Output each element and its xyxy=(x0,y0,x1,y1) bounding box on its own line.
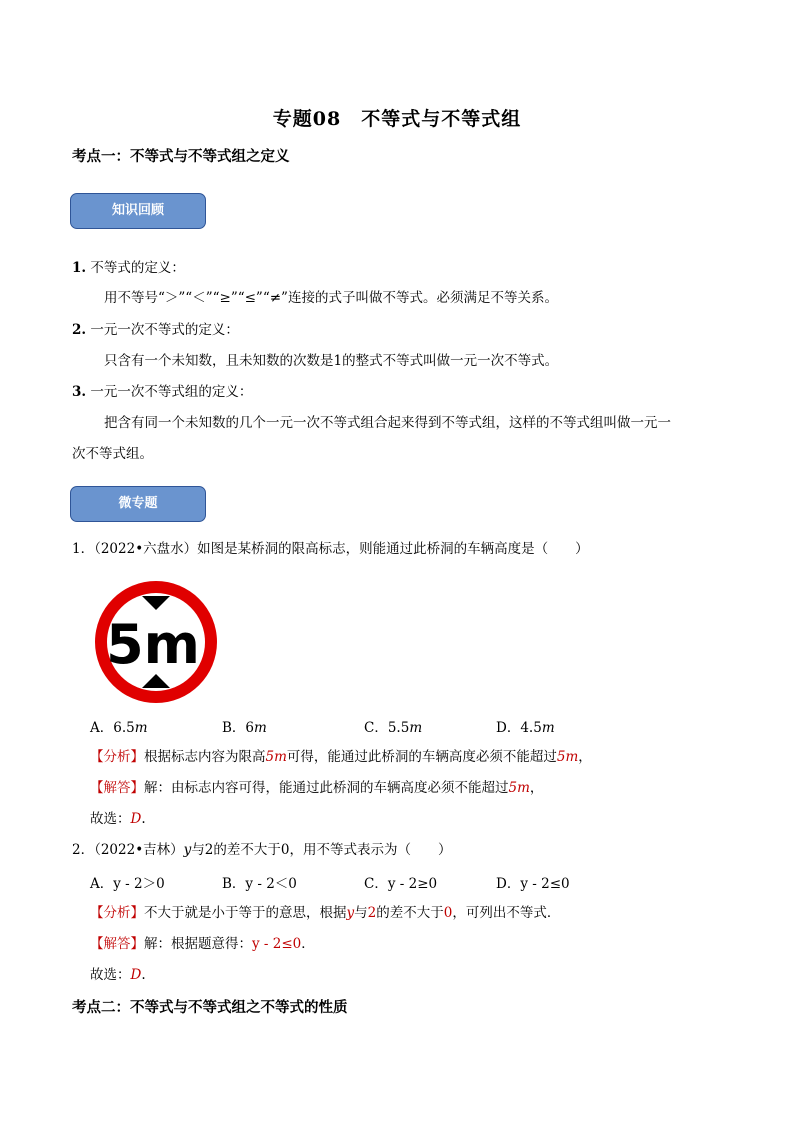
definition-2-heading: 2. 一元一次不等式的定义： xyxy=(72,322,239,338)
question-2-stem: 2．（2022•吉林）y与2的差不大于0，用不等式表示为（ ） xyxy=(72,842,452,858)
definition-3-body-line1: 把含有同一个未知数的几个一元一次不等式组合起来得到不等式组，这样的不等式组叫做一元一 xyxy=(104,415,671,431)
q1-answer: 【解答】解：由标志内容可得，能通过此桥洞的车辆高度必须不能超过5m， xyxy=(90,780,544,796)
definition-3-body-line2: 次不等式组。 xyxy=(72,446,153,462)
definition-1-heading: 1. 不等式的定义： xyxy=(72,260,185,276)
section-heading-2: 考点二：不等式与不等式组之不等式的性质 xyxy=(72,999,348,1016)
definition-2-body: 只含有一个未知数，且未知数的次数是1的整式不等式叫做一元一次不等式。 xyxy=(104,353,559,369)
q2-option-d: D．y - 2≤0 xyxy=(496,876,570,892)
q1-option-b: B．6m xyxy=(222,720,267,736)
definition-1-body: 用不等号“＞”“＜”“≥”“≤”“≠”连接的式子叫做不等式。必须满足不等关系。 xyxy=(104,290,558,306)
q2-answer: 【解答】解：根据题意得：y - 2≤0． xyxy=(90,936,315,952)
q1-option-c: C．5.5m xyxy=(364,720,423,736)
page-title: 专题08 不等式与不等式组 xyxy=(272,108,522,130)
question-1-stem: 1．（2022•六盘水）如图是某桥洞的限高标志，则能通过此桥洞的车辆高度是（ ） xyxy=(72,541,589,557)
q2-option-b: B．y - 2＜0 xyxy=(222,876,297,892)
q1-analysis: 【分析】根据标志内容为限高5m可得，能通过此桥洞的车辆高度必须不能超过5m， xyxy=(90,749,592,765)
definition-3-heading: 3. 一元一次不等式组的定义： xyxy=(72,384,253,400)
micro-topic-badge: 微专题 xyxy=(70,486,206,522)
q2-option-c: C．y - 2≥0 xyxy=(364,876,438,892)
height-limit-sign-icon xyxy=(92,578,220,706)
q2-analysis: 【分析】不大于就是小于等于的意思，根据y与2的差不大于0，可列出不等式． xyxy=(90,905,561,921)
section-heading-1: 考点一：不等式与不等式组之定义 xyxy=(72,148,290,165)
q1-option-d: D．4.5m xyxy=(496,720,555,736)
q2-option-a: A．y - 2＞0 xyxy=(90,876,165,892)
knowledge-review-badge: 知识回顾 xyxy=(70,193,206,229)
sign-text: 5m xyxy=(106,613,200,676)
q1-option-a: A．6.5m xyxy=(90,720,148,736)
q2-choice: 故选：D. xyxy=(90,967,146,983)
q1-choice: 故选：D. xyxy=(90,811,146,827)
